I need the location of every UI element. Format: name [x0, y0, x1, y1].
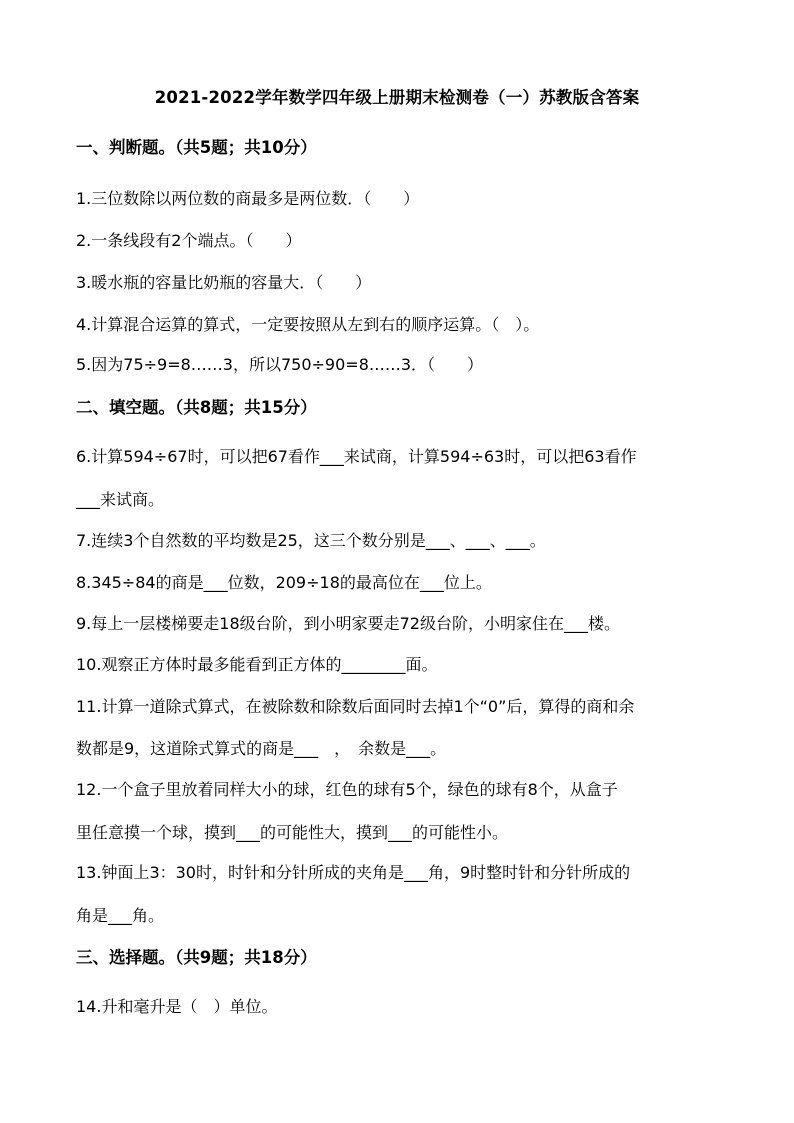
section-heading-fill-blank: 二、填空题。（共8题；共15分） — [76, 398, 317, 417]
question-6-line-2: ___来试商。 — [76, 490, 165, 509]
question-3: 3.暖水瓶的容量比奶瓶的容量大．（ ） — [76, 273, 372, 292]
question-9: 9.每上一层楼梯要走18级台阶，到小明家要走72级台阶，小明家住在___楼。 — [76, 614, 620, 633]
question-13-line-2: 角是___角。 — [76, 906, 165, 925]
section-heading-judgment: 一、判断题。（共5题；共10分） — [76, 138, 317, 157]
question-4: 4.计算混合运算的算式，一定要按照从左到右的顺序运算。（ ）。 — [76, 315, 540, 334]
section-heading-multiple-choice: 三、选择题。（共9题；共18分） — [76, 948, 317, 967]
document-title: 2021-2022学年数学四年级上册期末检测卷（一）苏教版含答案 — [154, 88, 640, 107]
question-5: 5.因为75÷9=8……3，所以750÷90=8……3．（ ） — [76, 355, 484, 374]
question-12-line-1: 12.一个盒子里放着同样大小的球，红色的球有5个，绿色的球有8个，从盒子 — [76, 780, 618, 799]
question-14: 14.升和毫升是（ ）单位。 — [76, 997, 278, 1016]
question-1: 1.三位数除以两位数的商最多是两位数．（ ） — [76, 189, 420, 208]
question-10: 10.观察正方体时最多能看到正方体的________面。 — [76, 655, 438, 674]
question-12-line-2: 里任意摸一个球，摸到___的可能性大，摸到___的可能性小。 — [76, 823, 509, 842]
question-13-line-1: 13.钟面上3：30时，时针和分针所成的夹角是___角，9时整时针和分针所成的 — [76, 863, 631, 882]
question-2: 2.一条线段有2个端点。（ ） — [76, 231, 302, 250]
question-8: 8.345÷84的商是___位数，209÷18的最高位在___位上。 — [76, 573, 492, 592]
question-11-line-2: 数都是9，这道除式算式的商是___ ， 余数是___。 — [76, 739, 447, 758]
question-7: 7.连续3个自然数的平均数是25，这三个数分别是___、___、___。 — [76, 531, 546, 550]
question-11-line-1: 11.计算一道除式算式，在被除数和除数后面同时去掉1个“0”后，算得的商和余 — [76, 697, 635, 716]
question-6-line-1: 6.计算594÷67时，可以把67看作___来试商，计算594÷63时，可以把63看作 — [76, 447, 637, 466]
